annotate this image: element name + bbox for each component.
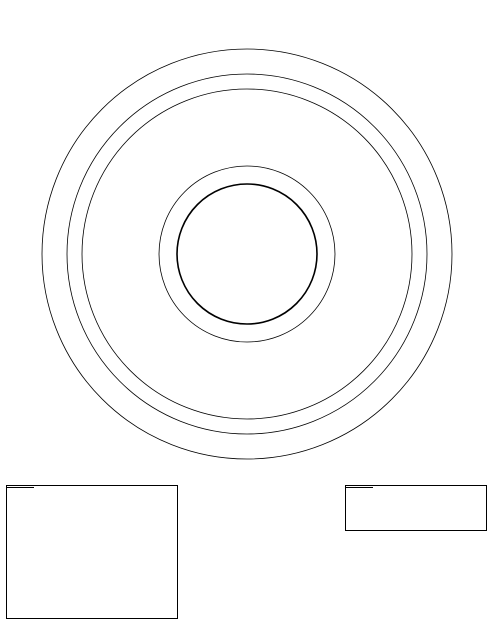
zodiac-ring — [82, 89, 412, 419]
inner-planets-table — [7, 487, 34, 488]
inner-table-header-decl — [28, 487, 35, 488]
inner-table-header-retro — [21, 487, 28, 488]
transit-table-header-retro — [360, 487, 367, 488]
house-number-ring-inner — [177, 184, 317, 324]
transit-table-header-lon — [353, 487, 360, 488]
transit-planets-table — [346, 487, 373, 488]
inner-table-header-lon — [14, 487, 21, 488]
outer-ring — [42, 49, 452, 459]
inner-table-box — [6, 485, 178, 619]
transit-ring — [67, 74, 427, 434]
transit-table-box — [345, 485, 487, 531]
transit-table-header-decl — [367, 487, 374, 488]
house-number-ring-outer — [159, 166, 335, 342]
